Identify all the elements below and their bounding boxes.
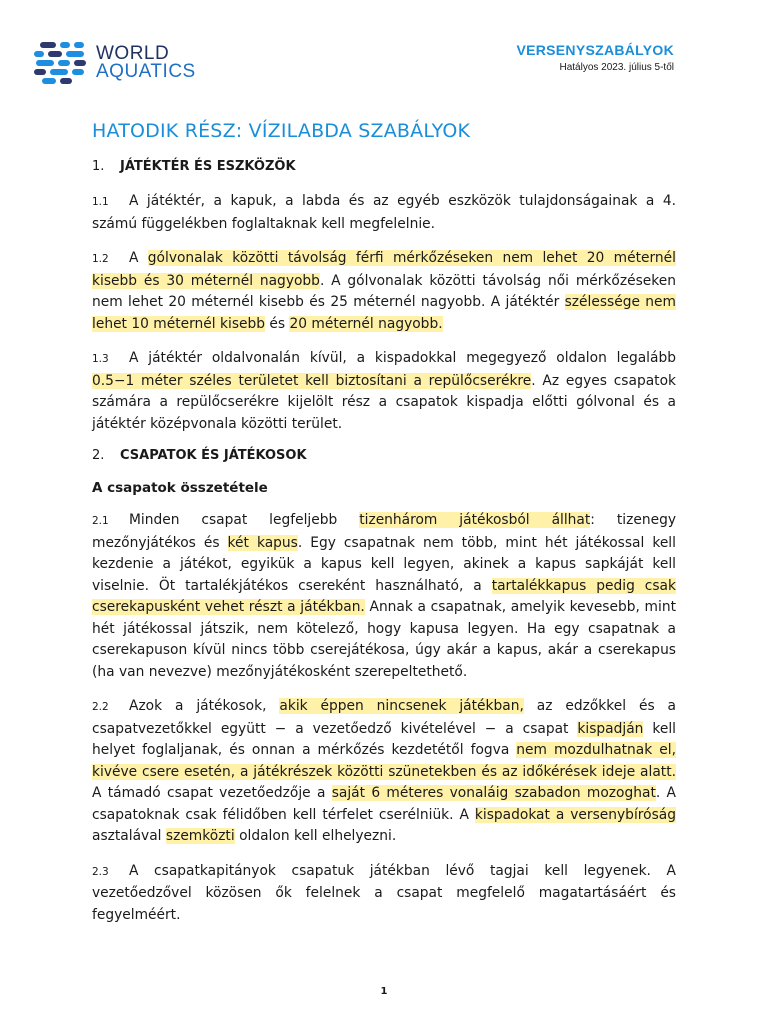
highlight: nem mozdulhatnak el, kivéve csere esetén, a játékrészek közötti szünetekben és az időkérések ideje alatt. <box>92 742 676 780</box>
logo-line-world: WORLD <box>96 43 170 64</box>
highlight: szemközti <box>165 828 235 844</box>
effective-date: Hatályos 2023. július 5-től <box>559 62 674 73</box>
logo-mark-icon <box>34 40 90 86</box>
paragraph-text: A csapatkapitányok csapatuk játékban lévő tagjai kell legyenek. A vezetőedzővel közösen ők felelnek a csapat megfelelő magatartásáért és fegyelméért. <box>92 862 676 923</box>
text-run: az edzőkkel és a csapatvezetőkkel együtt − a vezetőedző kivételével − a csapat <box>92 698 676 737</box>
paragraph-1-2 <box>92 248 676 335</box>
document-title: VERSENYSZABÁLYOK <box>516 42 674 58</box>
highlight: akik éppen nincsenek játékban, <box>279 698 524 714</box>
part-title: HATODIK RÉSZ: VÍZILABDA SZABÁLYOK <box>92 120 471 142</box>
highlight: saját 6 méteres vonaláig szabadon mozoghat <box>331 785 656 801</box>
world-aquatics-logo <box>34 40 224 86</box>
highlight: tizenhárom játékosból állhat <box>359 512 591 528</box>
highlight: kispadokat a versenybíróság <box>474 806 676 823</box>
text-run: . A csapatoknak csak félidőben kell térfelet cserélniük. A <box>92 785 676 823</box>
text-run: oldalon kell elhelyezni. <box>234 828 397 844</box>
paragraph-text: A játéktér, a kapuk, a labda és az egyéb eszközök tulajdonságainak a 4. számú függelékben foglaltaknak kell megfelelnie. <box>92 193 676 232</box>
logo-wordmark <box>96 45 196 81</box>
paragraph-number: 2.1 <box>92 515 109 527</box>
logo-line-aquatics: AQUATICS <box>96 61 196 82</box>
section-heading-2 <box>92 448 676 463</box>
text-run: . Az egyes csapatok számára a repülőcserékre kijelölt rész a csapatok kispadja előtti gólvonal és a játéktér középvonala közötti terület. <box>92 372 676 432</box>
document-body <box>92 120 676 939</box>
paragraph-2-1 <box>92 510 676 683</box>
text-run: A játéktér oldalvonalán kívül, a kispadokkal megegyező oldalon legalább <box>129 350 676 366</box>
page-number: 1 <box>380 986 388 997</box>
highlight: 20 méternél nagyobb. <box>289 315 443 332</box>
section-number: 1. <box>92 159 105 174</box>
text-run: Azok a játékosok, <box>129 698 280 714</box>
highlight: gólvonalak közötti távolság férfi mérkőzéseken nem lehet 20 méternél kisebb és 30 méternél nagyobb <box>92 250 676 289</box>
paragraph-1-3 <box>92 348 676 435</box>
highlight: tartalékkapus pedig csak cserekapusként vehet részt a játékban. <box>92 577 676 615</box>
text-run: Annak a csapatnak, amelyik kevesebb, mint hét játékossal játszik, nem kötelező, hogy kapusa legyen. Ha egy csapatnak a cserekapuson kívül nincs több cserejátékosa, úgy akár a kapus, akár a cserekapus (ha van nevezve) mezőnyjátékosként szerepeltethető. <box>92 599 676 680</box>
paragraph-number: 2.3 <box>92 865 109 878</box>
document-header <box>516 42 674 73</box>
paragraph-number: 2.2 <box>92 701 109 713</box>
paragraph-1-1 <box>92 191 676 235</box>
text-run: A <box>129 250 148 266</box>
section-heading-1 <box>92 159 676 174</box>
text-run: asztalával <box>92 828 166 844</box>
text-run: A támadó csapat vezetőedzője a <box>92 785 332 801</box>
highlight: két kapus <box>227 534 298 551</box>
text-run: kell helyet foglaljanak, és onnan a mérkőzés kezdetétől fogva <box>92 720 676 758</box>
paragraph-2-3 <box>92 861 676 927</box>
section-title: JÁTÉKTÉR ÉS ESZKÖZÖK <box>120 159 296 174</box>
text-run: . A gólvonalak közötti távolság női mérkőzéseken nem lehet 20 méternél kisebb és 25 méternél nagyobb. A játéktér <box>92 272 676 310</box>
paragraph-2-2 <box>92 696 676 848</box>
paragraph-number: 1.2 <box>92 253 109 265</box>
subsection-heading: A csapatok összetétele <box>92 480 268 496</box>
section-title: CSAPATOK ÉS JÁTÉKOSOK <box>120 448 307 463</box>
text-run: : tizenegy mezőnyjátékos és <box>92 512 676 551</box>
paragraph-number: 1.3 <box>92 353 109 365</box>
text-run: . Egy csapatnak nem több, mint hét játékossal kell kezdenie a játékot, egyikük a kapus kell legyen, akinek a kapus sapkáját kell viselnie. Öt tartalékjátékos csereként használható, a <box>92 534 676 594</box>
paragraph-number: 1.1 <box>92 196 109 208</box>
highlight: 0.5−1 méter széles területet kell biztosítani a repülőcserékre <box>92 372 532 389</box>
highlight: kispadján <box>577 720 644 737</box>
text-run: Minden csapat legfeljebb <box>129 512 360 528</box>
section-number: 2. <box>92 448 105 463</box>
highlight: szélessége nem lehet 10 méternél kisebb <box>92 294 676 332</box>
text-run: és <box>265 315 290 332</box>
